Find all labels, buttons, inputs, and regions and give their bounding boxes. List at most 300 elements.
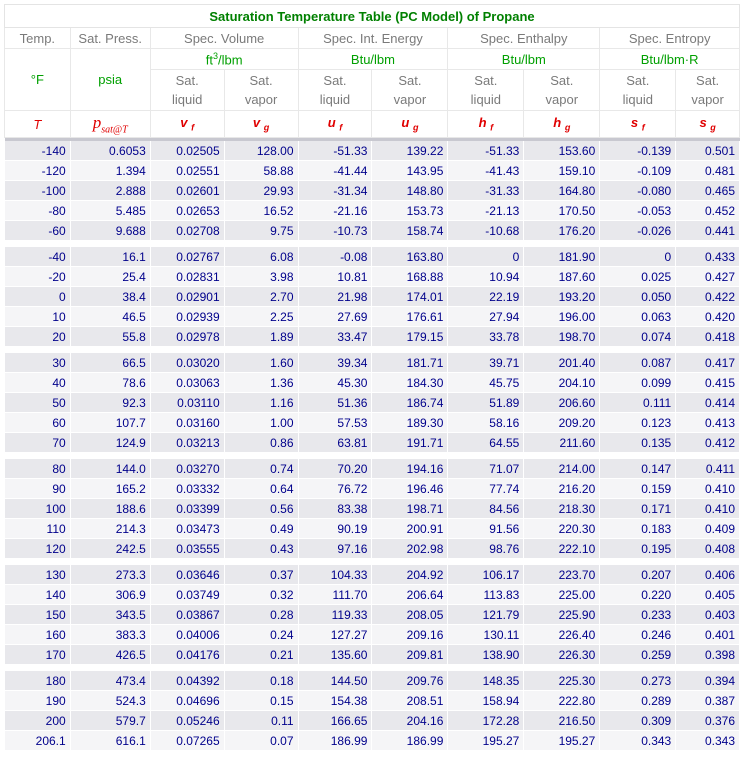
cell-sf: 0.207 [600, 565, 676, 585]
cell-vf: 0.03160 [150, 413, 224, 433]
cell-vf: 0.03646 [150, 565, 224, 585]
cell-hf: -10.68 [448, 221, 524, 241]
table-title: Saturation Temperature Table (PC Model) of Propane [5, 5, 740, 28]
cell-uf: 154.38 [298, 691, 372, 711]
unit-entropy: Btu/lbm·R [600, 49, 740, 70]
cell-ug: 143.95 [372, 161, 448, 181]
cell-hg: 220.30 [524, 519, 600, 539]
cell-hg: 225.30 [524, 671, 600, 691]
header-spec-volume: Spec. Volume [150, 28, 298, 49]
table-row [5, 221, 740, 241]
cell-psat: 0.6053 [70, 141, 150, 161]
table-row [5, 565, 740, 585]
cell-hf: 98.76 [448, 539, 524, 559]
cell-vf: 0.03399 [150, 499, 224, 519]
cell-ug: 186.74 [372, 393, 448, 413]
cell-T: 0 [5, 287, 71, 307]
cell-sf: 0.289 [600, 691, 676, 711]
cell-uf: 76.72 [298, 479, 372, 499]
cell-ug: 191.71 [372, 433, 448, 453]
cell-sg: 0.403 [676, 605, 740, 625]
cell-hg: 201.40 [524, 353, 600, 373]
cell-T: 180 [5, 671, 71, 691]
symbol-h-g-base: h [553, 115, 562, 131]
cell-uf: 97.16 [298, 539, 372, 559]
cell-vf: 0.03110 [150, 393, 224, 413]
symbol-v-g-sub: g [263, 122, 270, 133]
cell-uf: 57.53 [298, 413, 372, 433]
cell-hf: -21.13 [448, 201, 524, 221]
cell-ug: 209.16 [372, 625, 448, 645]
cell-vg: 0.74 [224, 459, 298, 479]
cell-psat: 25.4 [70, 267, 150, 287]
symbol-vg [224, 111, 298, 138]
cell-sg: 0.387 [676, 691, 740, 711]
cell-hf: 172.28 [448, 711, 524, 731]
cell-sf: 0.099 [600, 373, 676, 393]
cell-T: 150 [5, 605, 71, 625]
cell-uf: 27.69 [298, 307, 372, 327]
cell-sg: 0.405 [676, 585, 740, 605]
cell-psat: 579.7 [70, 711, 150, 731]
sat-label-liquid: liquid [319, 92, 351, 107]
symbol-sf [600, 111, 676, 138]
unit-volume-base: ft [205, 52, 213, 68]
cell-ug: 204.92 [372, 565, 448, 585]
cell-vf: 0.03473 [150, 519, 224, 539]
cell-hg: 181.90 [524, 247, 600, 267]
cell-T: 190 [5, 691, 71, 711]
sat-label-energy-liquid [298, 70, 372, 111]
symbol-sg [676, 111, 740, 138]
table-row [5, 413, 740, 433]
cell-vf: 0.02708 [150, 221, 224, 241]
cell-sf: -0.109 [600, 161, 676, 181]
cell-sg: 0.418 [676, 327, 740, 347]
cell-T: -80 [5, 201, 71, 221]
cell-ug: 148.80 [372, 181, 448, 201]
cell-vf: 0.02939 [150, 307, 224, 327]
symbol-h-f-sub: f [490, 122, 494, 133]
cell-uf: 144.50 [298, 671, 372, 691]
cell-sg: 0.481 [676, 161, 740, 181]
cell-uf: 70.20 [298, 459, 372, 479]
table-row [5, 691, 740, 711]
cell-uf: 127.27 [298, 625, 372, 645]
table-row [5, 287, 740, 307]
cell-vf: 0.02601 [150, 181, 224, 201]
header-sat-press: Sat. Press. [70, 28, 150, 49]
cell-ug: 174.01 [372, 287, 448, 307]
unit-enthalpy: Btu/lbm [448, 49, 600, 70]
cell-uf: -0.08 [298, 247, 372, 267]
cell-hg: 198.70 [524, 327, 600, 347]
table-row [5, 433, 740, 453]
cell-hf: 84.56 [448, 499, 524, 519]
cell-T: -60 [5, 221, 71, 241]
cell-vf: 0.03213 [150, 433, 224, 453]
cell-ug: 208.05 [372, 605, 448, 625]
sat-label-vapor: vapor [691, 92, 724, 107]
cell-sg: 0.422 [676, 287, 740, 307]
cell-vf: 0.02978 [150, 327, 224, 347]
cell-hg: 170.50 [524, 201, 600, 221]
cell-vg: 0.32 [224, 585, 298, 605]
cell-psat: 92.3 [70, 393, 150, 413]
cell-vf: 0.05246 [150, 711, 224, 731]
cell-sg: 0.408 [676, 539, 740, 559]
cell-vg: 1.00 [224, 413, 298, 433]
cell-sg: 0.398 [676, 645, 740, 665]
cell-hf: 33.78 [448, 327, 524, 347]
cell-T: -40 [5, 247, 71, 267]
cell-hg: 226.40 [524, 625, 600, 645]
unit-energy: Btu/lbm [298, 49, 448, 70]
symbol-s-f-sub: f [641, 122, 645, 133]
symbol-vf [150, 111, 224, 138]
cell-ug: 198.71 [372, 499, 448, 519]
symbol-s-g-sub: g [710, 122, 716, 133]
symbol-v-g-base: v [252, 115, 261, 131]
cell-vf: 0.07265 [150, 731, 224, 751]
cell-uf: -41.44 [298, 161, 372, 181]
cell-sg: 0.394 [676, 671, 740, 691]
cell-uf: -21.16 [298, 201, 372, 221]
table-row [5, 201, 740, 221]
cell-sf: 0.159 [600, 479, 676, 499]
cell-vf: 0.02505 [150, 141, 224, 161]
cell-hg: 164.80 [524, 181, 600, 201]
cell-psat: 38.4 [70, 287, 150, 307]
cell-hf: 71.07 [448, 459, 524, 479]
cell-vg: 0.64 [224, 479, 298, 499]
cell-psat: 343.5 [70, 605, 150, 625]
symbol-temp [5, 111, 71, 138]
symbol-u-g-sub: g [412, 122, 419, 133]
cell-hg: 209.20 [524, 413, 600, 433]
cell-ug: 184.30 [372, 373, 448, 393]
cell-ug: 200.91 [372, 519, 448, 539]
cell-hf: 91.56 [448, 519, 524, 539]
unit-volume [150, 49, 298, 70]
cell-sf: 0.025 [600, 267, 676, 287]
sat-label-entropy-vapor [676, 70, 740, 111]
table-row [5, 393, 740, 413]
cell-hf: 27.94 [448, 307, 524, 327]
symbol-u-f-sub: f [339, 122, 343, 133]
sat-label-liquid: liquid [622, 92, 653, 107]
symbol-hf [448, 111, 524, 138]
cell-hf: 58.16 [448, 413, 524, 433]
sat-label-line1: Sat. [696, 73, 720, 88]
cell-psat: 46.5 [70, 307, 150, 327]
cell-sf: -0.053 [600, 201, 676, 221]
cell-sf: 0.246 [600, 625, 676, 645]
cell-vg: 9.75 [224, 221, 298, 241]
symbol-h-g-sub: g [564, 122, 571, 133]
saturation-table [4, 4, 740, 751]
symbol-v-f-sub: f [191, 122, 195, 133]
cell-vg: 128.00 [224, 141, 298, 161]
cell-vg: 1.89 [224, 327, 298, 347]
cell-psat: 9.688 [70, 221, 150, 241]
sat-label-line1: Sat. [249, 73, 273, 88]
cell-sf: 0.220 [600, 585, 676, 605]
cell-ug: 163.80 [372, 247, 448, 267]
table-body [5, 138, 740, 751]
cell-uf: 63.81 [298, 433, 372, 453]
symbol-ug [372, 111, 448, 138]
table-row [5, 247, 740, 267]
cell-vf: 0.03555 [150, 539, 224, 559]
table-row [5, 373, 740, 393]
cell-vg: 0.37 [224, 565, 298, 585]
cell-hg: 195.27 [524, 731, 600, 751]
cell-ug: 158.74 [372, 221, 448, 241]
cell-uf: 33.47 [298, 327, 372, 347]
symbol-T: T [33, 116, 42, 132]
cell-vg: 0.11 [224, 711, 298, 731]
cell-uf: 186.99 [298, 731, 372, 751]
cell-vg: 16.52 [224, 201, 298, 221]
propane-saturation-table-container [4, 4, 740, 751]
cell-vg: 6.08 [224, 247, 298, 267]
cell-sf: 0.063 [600, 307, 676, 327]
cell-T: 206.1 [5, 731, 71, 751]
cell-T: 20 [5, 327, 71, 347]
cell-hg: 222.80 [524, 691, 600, 711]
table-row [5, 141, 740, 161]
cell-vf: 0.03020 [150, 353, 224, 373]
cell-psat: 165.2 [70, 479, 150, 499]
sat-label-liquid: liquid [470, 92, 502, 107]
cell-hf: 121.79 [448, 605, 524, 625]
cell-hf: 148.35 [448, 671, 524, 691]
cell-hg: 204.10 [524, 373, 600, 393]
table-row [5, 267, 740, 287]
cell-uf: -31.34 [298, 181, 372, 201]
cell-uf: 119.33 [298, 605, 372, 625]
cell-psat: 2.888 [70, 181, 150, 201]
cell-T: 140 [5, 585, 71, 605]
cell-hg: 225.00 [524, 585, 600, 605]
cell-T: -140 [5, 141, 71, 161]
table-row [5, 459, 740, 479]
cell-hg: 214.00 [524, 459, 600, 479]
cell-ug: 204.16 [372, 711, 448, 731]
cell-uf: -10.73 [298, 221, 372, 241]
cell-psat: 144.0 [70, 459, 150, 479]
cell-hf: 106.17 [448, 565, 524, 585]
symbol-s-g-base: s [699, 115, 707, 131]
cell-psat: 107.7 [70, 413, 150, 433]
cell-psat: 383.3 [70, 625, 150, 645]
cell-sg: 0.410 [676, 479, 740, 499]
symbol-v-f-base: v [180, 115, 188, 131]
cell-T: 10 [5, 307, 71, 327]
sat-label-vapor: vapor [393, 92, 427, 107]
table-row [5, 181, 740, 201]
cell-vf: 0.02551 [150, 161, 224, 181]
cell-sg: 0.413 [676, 413, 740, 433]
cell-psat: 306.9 [70, 585, 150, 605]
header-spec-enthalpy: Spec. Enthalpy [448, 28, 600, 49]
cell-sf: 0 [600, 247, 676, 267]
cell-sg: 0.412 [676, 433, 740, 453]
cell-T: 60 [5, 413, 71, 433]
cell-uf: 90.19 [298, 519, 372, 539]
cell-sf: 0.273 [600, 671, 676, 691]
cell-ug: 196.46 [372, 479, 448, 499]
cell-hf: 138.90 [448, 645, 524, 665]
cell-vg: 0.86 [224, 433, 298, 453]
cell-uf: -51.33 [298, 141, 372, 161]
symbol-s-f-base: s [630, 115, 639, 131]
symbol-u-g-base: u [401, 115, 410, 131]
cell-ug: 153.73 [372, 201, 448, 221]
cell-psat: 214.3 [70, 519, 150, 539]
cell-hg: 223.70 [524, 565, 600, 585]
cell-hg: 216.50 [524, 711, 600, 731]
cell-psat: 1.394 [70, 161, 150, 181]
sat-label-vapor: vapor [244, 92, 278, 107]
cell-T: 160 [5, 625, 71, 645]
cell-sf: 0.343 [600, 731, 676, 751]
cell-hf: -31.33 [448, 181, 524, 201]
table-row [5, 671, 740, 691]
cell-T: 200 [5, 711, 71, 731]
cell-psat: 426.5 [70, 645, 150, 665]
cell-sg: 0.406 [676, 565, 740, 585]
cell-psat: 78.6 [70, 373, 150, 393]
cell-ug: 209.76 [372, 671, 448, 691]
cell-vf: 0.02831 [150, 267, 224, 287]
cell-ug: 206.64 [372, 585, 448, 605]
sat-label-volume-vapor [224, 70, 298, 111]
table-row [5, 539, 740, 559]
symbol-hg [524, 111, 600, 138]
symbol-h-f-base: h [478, 115, 487, 131]
cell-hf: 45.75 [448, 373, 524, 393]
cell-uf: 45.30 [298, 373, 372, 393]
header-temp: Temp. [5, 28, 71, 49]
cell-sg: 0.409 [676, 519, 740, 539]
cell-vg: 0.49 [224, 519, 298, 539]
unit-volume-rest: /lbm [217, 52, 243, 68]
table-row [5, 605, 740, 625]
cell-T: -20 [5, 267, 71, 287]
cell-ug: 181.71 [372, 353, 448, 373]
cell-vg: 0.15 [224, 691, 298, 711]
cell-sg: 0.441 [676, 221, 740, 241]
cell-sg: 0.376 [676, 711, 740, 731]
cell-hf: 195.27 [448, 731, 524, 751]
cell-vg: 0.21 [224, 645, 298, 665]
cell-ug: 176.61 [372, 307, 448, 327]
cell-T: 130 [5, 565, 71, 585]
cell-hf: 22.19 [448, 287, 524, 307]
cell-hf: 0 [448, 247, 524, 267]
cell-hg: 222.10 [524, 539, 600, 559]
cell-hg: 153.60 [524, 141, 600, 161]
cell-T: 100 [5, 499, 71, 519]
cell-sf: -0.139 [600, 141, 676, 161]
cell-T: 40 [5, 373, 71, 393]
cell-hg: 193.20 [524, 287, 600, 307]
cell-psat: 616.1 [70, 731, 150, 751]
cell-vg: 0.56 [224, 499, 298, 519]
cell-vf: 0.04176 [150, 645, 224, 665]
cell-ug: 209.81 [372, 645, 448, 665]
cell-sg: 0.415 [676, 373, 740, 393]
cell-uf: 83.38 [298, 499, 372, 519]
cell-sg: 0.343 [676, 731, 740, 751]
sat-label-line1: Sat. [398, 73, 422, 88]
cell-hg: 159.10 [524, 161, 600, 181]
cell-sg: 0.401 [676, 625, 740, 645]
cell-sg: 0.410 [676, 499, 740, 519]
cell-psat: 473.4 [70, 671, 150, 691]
cell-sg: 0.465 [676, 181, 740, 201]
cell-sg: 0.414 [676, 393, 740, 413]
cell-T: 70 [5, 433, 71, 453]
cell-sf: 0.111 [600, 393, 676, 413]
cell-ug: 202.98 [372, 539, 448, 559]
sat-label-enthalpy-vapor [524, 70, 600, 111]
sat-label-volume-liquid [150, 70, 224, 111]
cell-vg: 1.36 [224, 373, 298, 393]
cell-hf: 77.74 [448, 479, 524, 499]
cell-vf: 0.03063 [150, 373, 224, 393]
cell-vg: 0.43 [224, 539, 298, 559]
cell-ug: 194.16 [372, 459, 448, 479]
cell-psat: 16.1 [70, 247, 150, 267]
cell-sf: 0.309 [600, 711, 676, 731]
cell-vg: 58.88 [224, 161, 298, 181]
cell-ug: 208.51 [372, 691, 448, 711]
header-spec-int-energy: Spec. Int. Energy [298, 28, 448, 49]
unit-volume-exp: 3 [212, 50, 218, 61]
cell-sf: -0.026 [600, 221, 676, 241]
unit-temp: °F [5, 49, 71, 111]
cell-T: 120 [5, 539, 71, 559]
cell-sf: 0.183 [600, 519, 676, 539]
cell-vf: 0.04006 [150, 625, 224, 645]
sat-label-line1: Sat. [175, 73, 199, 88]
cell-psat: 55.8 [70, 327, 150, 347]
cell-uf: 111.70 [298, 585, 372, 605]
cell-ug: 139.22 [372, 141, 448, 161]
cell-hf: -41.43 [448, 161, 524, 181]
cell-sf: -0.080 [600, 181, 676, 201]
header-spec-entropy: Spec. Entropy [600, 28, 740, 49]
symbol-uf [298, 111, 372, 138]
cell-sf: 0.233 [600, 605, 676, 625]
cell-vf: 0.04696 [150, 691, 224, 711]
table-row [5, 711, 740, 731]
unit-press: psia [70, 49, 150, 111]
cell-psat: 273.3 [70, 565, 150, 585]
cell-uf: 21.98 [298, 287, 372, 307]
cell-hf: -51.33 [448, 141, 524, 161]
cell-hf: 51.89 [448, 393, 524, 413]
cell-sg: 0.427 [676, 267, 740, 287]
cell-hf: 64.55 [448, 433, 524, 453]
cell-hg: 216.20 [524, 479, 600, 499]
symbol-p-sub: sat@T [101, 124, 128, 136]
cell-vf: 0.02653 [150, 201, 224, 221]
cell-uf: 135.60 [298, 645, 372, 665]
